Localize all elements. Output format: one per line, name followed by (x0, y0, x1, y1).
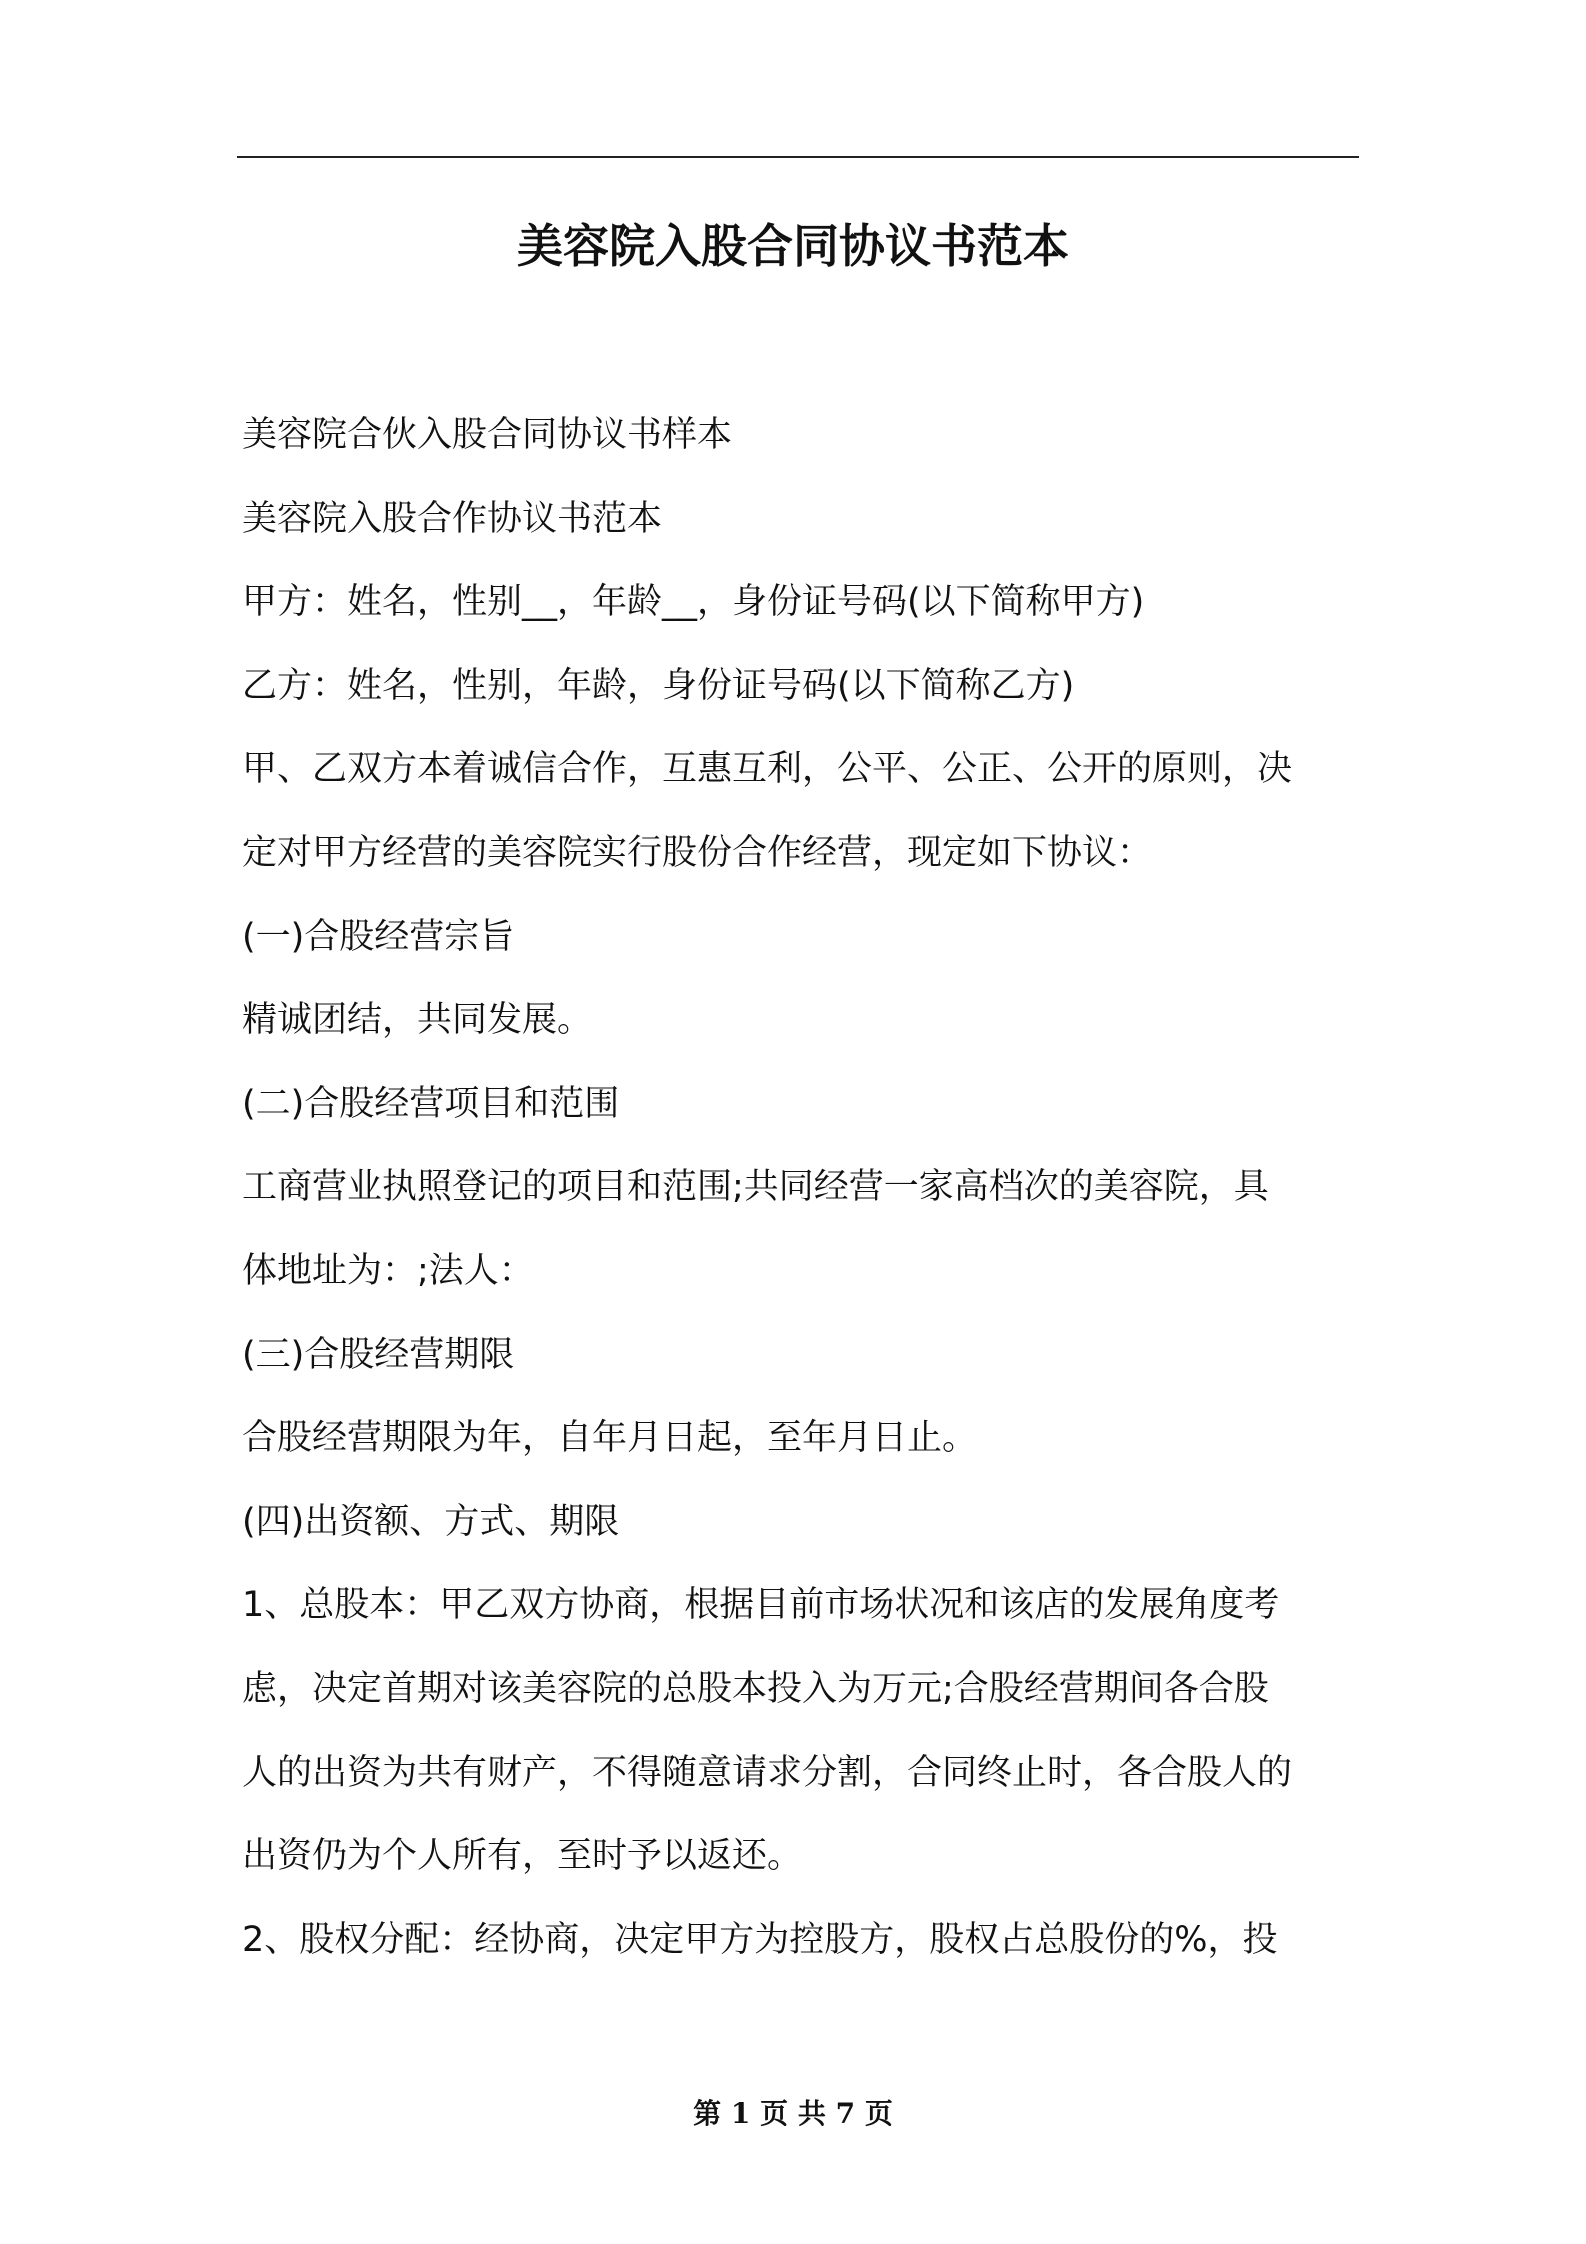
body-line: 美容院合伙入股合同协议书样本 (242, 415, 733, 455)
section-heading: (一)合股经营宗旨 (242, 916, 515, 957)
body-line: 定对甲方经营的美容院实行股份合作经营，现定如下协议： (242, 832, 1153, 873)
body-line: 美容院入股合作协议书范本 (242, 498, 663, 539)
body-line: 虑，决定首期对该美容院的总股本投入为万元;合股经营期间各合股 (242, 1668, 1269, 1709)
body-line: 甲、乙双方本着诚信合作，互惠互利，公平、公正、公开的原则，决 (242, 749, 1293, 790)
section-heading: (三)合股经营期限 (242, 1334, 515, 1375)
section-heading: (二)合股经营项目和范围 (242, 1083, 620, 1124)
body-line: 人的出资为共有财产，不得随意请求分割，合同终止时，各合股人的 (242, 1752, 1293, 1793)
body-line: 合股经营期限为年，自年月日起，至年月日止。 (242, 1418, 978, 1459)
body-line: 精诚团结，共同发展。 (242, 1000, 593, 1041)
body-line: 出资仍为个人所有，至时予以返还。 (242, 1836, 803, 1877)
body-line: 甲方：姓名，性别__，年龄__，身份证号码(以下简称甲方) (242, 582, 1145, 623)
body-line: 乙方：姓名，性别，年龄，身份证号码(以下简称乙方) (242, 665, 1075, 706)
page-footer: 第 1 页 共 7 页 (693, 2097, 893, 2130)
document-body (242, 405, 1362, 1993)
document-title: 美容院入股合同协议书范本 (517, 219, 1069, 273)
body-line: 2、股权分配：经协商，决定甲方为控股方，股权占总股份的%，投 (242, 1919, 1278, 1960)
header-rule (237, 156, 1359, 158)
body-line: 1、总股本：甲乙双方协商，根据目前市场状况和该店的发展角度考 (242, 1585, 1280, 1626)
body-line: 体地址为：;法人： (242, 1250, 534, 1291)
body-line: 工商营业执照登记的项目和范围;共同经营一家高档次的美容院，具 (242, 1167, 1269, 1208)
section-heading: (四)出资额、方式、期限 (242, 1501, 620, 1542)
